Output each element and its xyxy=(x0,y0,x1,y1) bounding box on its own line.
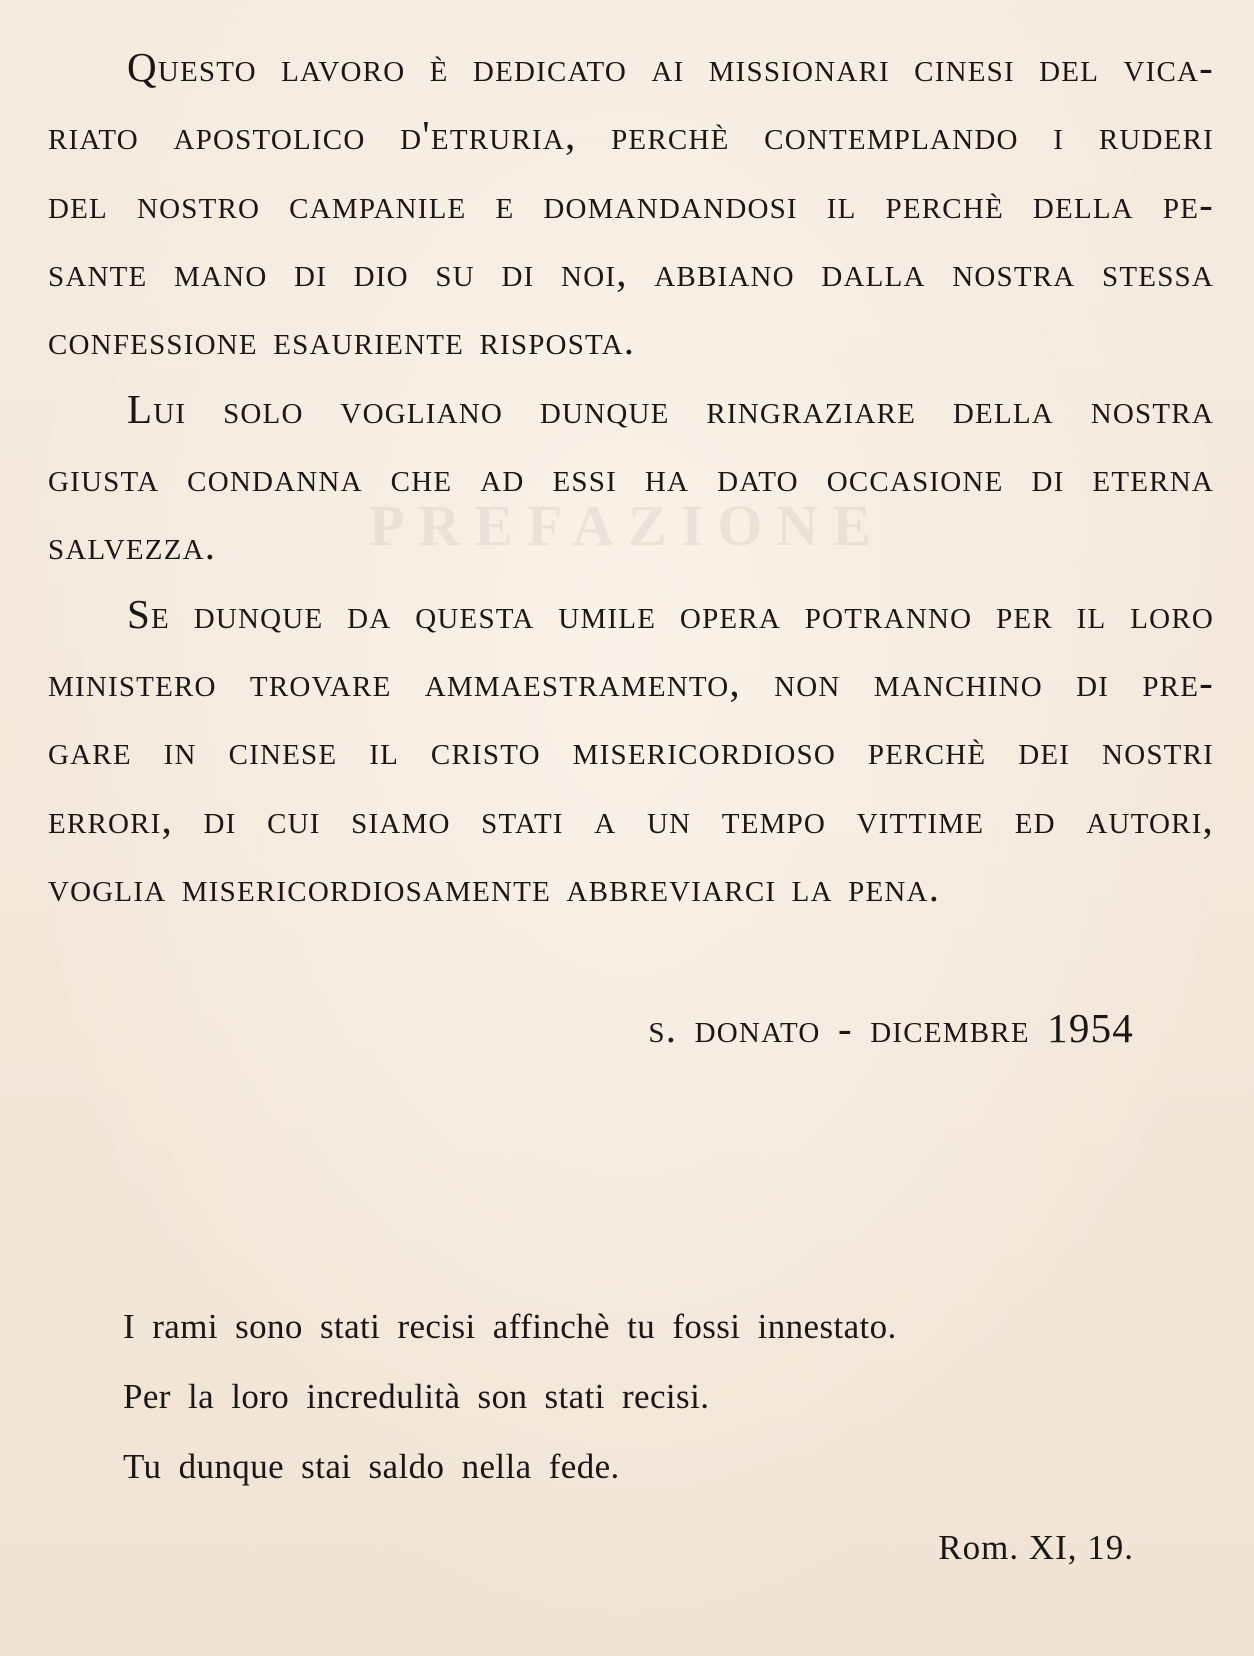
paragraph-1-line-2: riato apostolico d'etruria, perchè contemplando i ruderi xyxy=(48,112,1214,158)
paragraph-1-line-3: del nostro campanile e domandandosi il perchè della pe- xyxy=(48,181,1214,227)
paragraph-3-line-4: errori, di cui siamo stati a un tempo vittime ed autori, xyxy=(48,796,1214,842)
paragraph-3-line-2: ministero trovare ammaestramento, non manchino di pre- xyxy=(48,659,1214,705)
paragraph-3-line-5: voglia misericordiosamente abbreviarci la pena. xyxy=(48,864,941,910)
paragraph-3-line-1: Se dunque da questa umile opera potranno per il loro xyxy=(127,591,1214,637)
paragraph-1-line-4: sante mano di dio su di noi, abbiano dalla nostra stessa xyxy=(48,249,1214,295)
verse-line-3: Tu dunque stai saldo nella fede. xyxy=(123,1447,620,1486)
verse-line-2: Per la loro incredulità son stati recisi. xyxy=(123,1377,710,1416)
bleed-through-title: PREFAZIONE xyxy=(369,493,885,558)
verse-line-1: I rami sono stati recisi affinchè tu fossi innestato. xyxy=(123,1307,897,1346)
bible-reference: Rom. XI, 19. xyxy=(938,1528,1134,1567)
paragraph-1-line-1: Questo lavoro è dedicato ai missionari cinesi del vica- xyxy=(127,44,1214,90)
paragraph-1-line-5: confessione esauriente risposta. xyxy=(48,317,636,363)
paragraph-2-line-3: salvezza. xyxy=(48,522,217,568)
paragraph-2-line-2: giusta condanna che ad essi ha dato occasione di eterna xyxy=(48,454,1214,500)
place-date-signature: s. donato - dicembre 1954 xyxy=(648,1005,1134,1051)
paragraph-2-line-1: Lui solo vogliano dunque ringraziare della nostra xyxy=(127,386,1214,432)
paragraph-3-line-3: gare in cinese il cristo misericordioso perchè dei nostri xyxy=(48,727,1214,773)
